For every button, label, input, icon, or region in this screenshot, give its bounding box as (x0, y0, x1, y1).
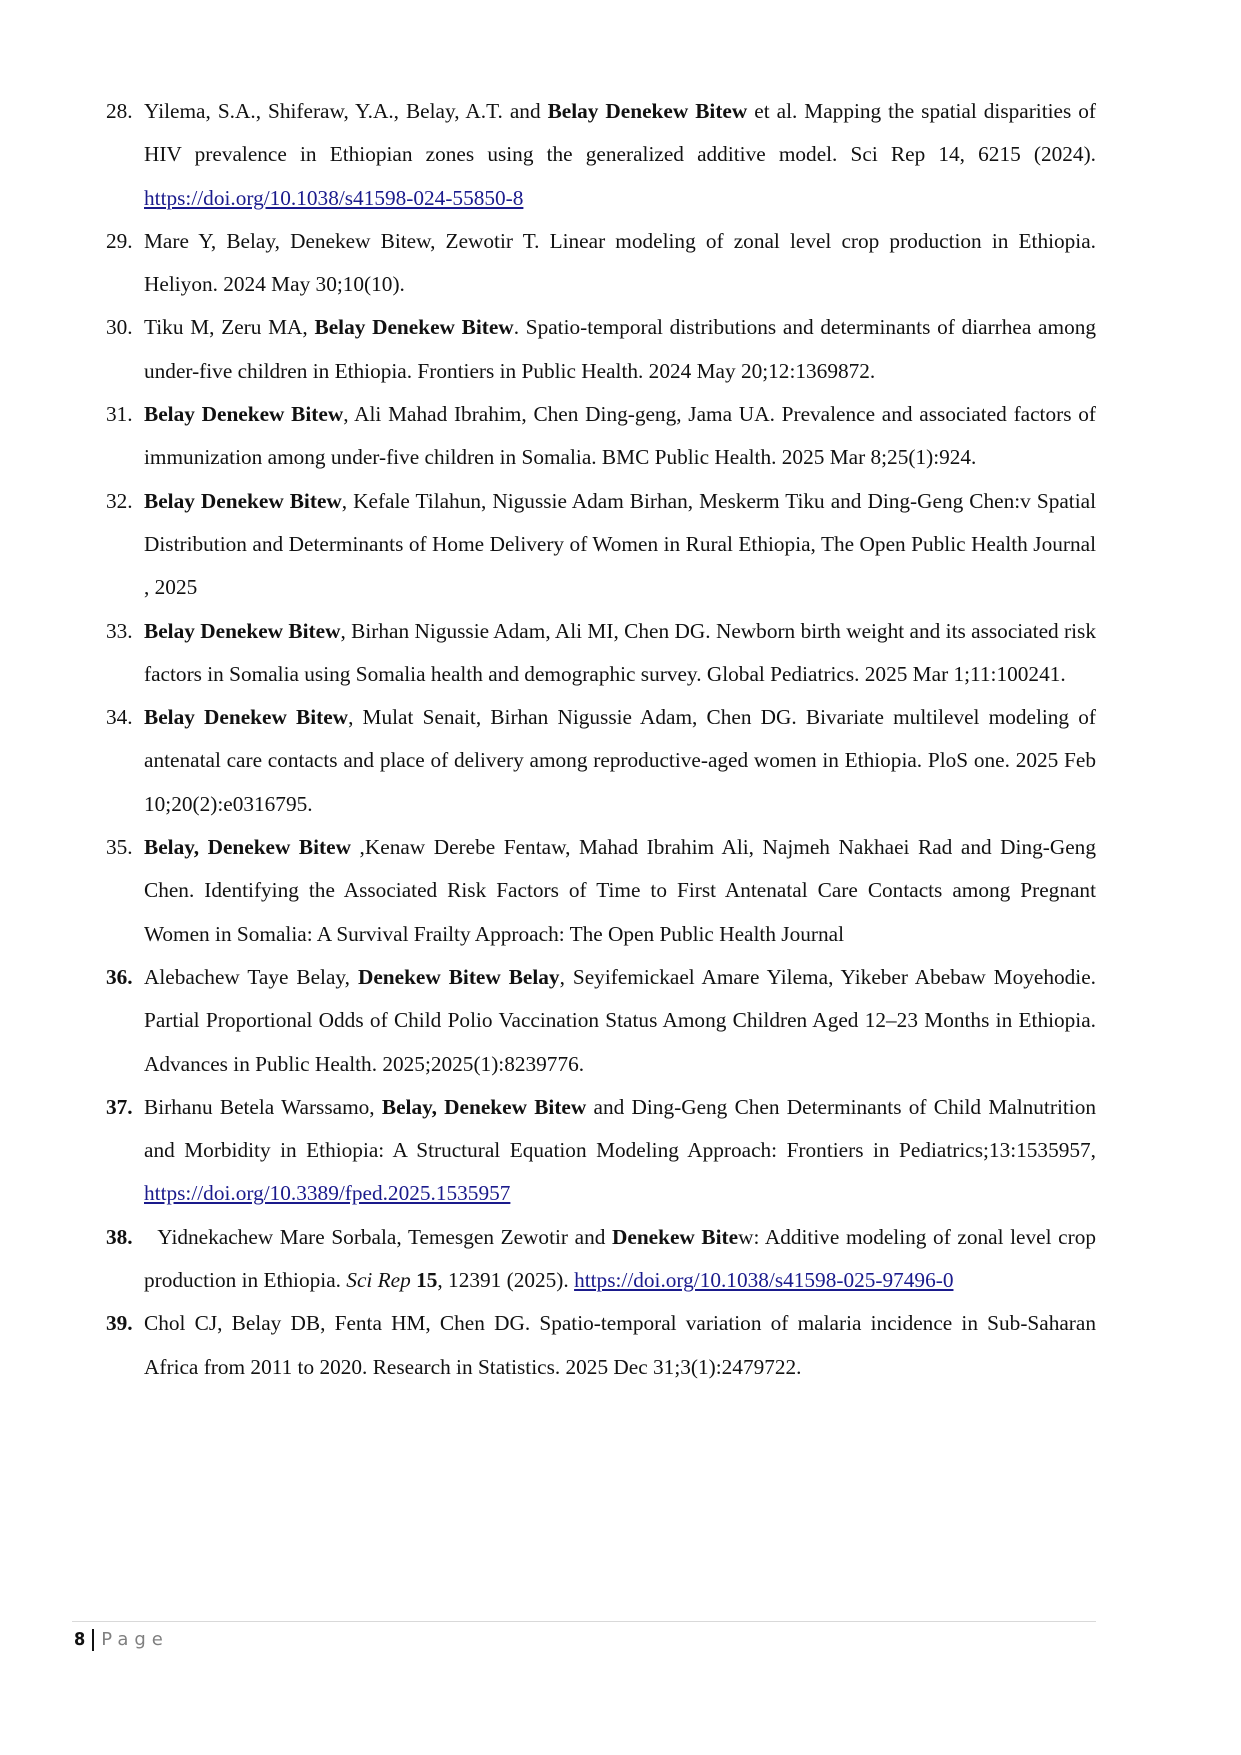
reference-number: 35. (106, 835, 133, 860)
reference-text: Chol CJ, Belay DB, Fenta HM, Chen DG. Spatio-temporal variation of malaria incidence in Sub-Saharan Africa from 2011 to 2020. Research in Statistics. 2025 Dec 31;3(1):2479722. (144, 1311, 1096, 1379)
reference-item-28 (106, 90, 1096, 220)
reference-number: 36. (106, 964, 133, 989)
reference-item-38 (106, 1216, 1096, 1303)
reference-number: 37. (106, 1094, 133, 1119)
reference-text: Mare Y, Belay, Denekew Bitew, Zewotir T. Linear modeling of zonal level crop production in Ethiopia. Heliyon. 2024 May 30;10(10). (144, 228, 1096, 297)
reference-number: 30. (106, 315, 133, 340)
reference-text: Belay Denekew Bitew, Ali Mahad Ibrahim, Chen Ding-geng, Jama UA. Prevalence and associated factors of immunization among under-five children in Somalia. BMC Public Health. 2025 Mar 8;25(1):924. (144, 402, 1096, 470)
reference-text: Belay Denekew Bitew, Birhan Nigussie Adam, Ali MI, Chen DG. Newborn birth weight and its associated risk factors in Somalia using Somalia health and demographic survey. Global Pediatrics. 2025 Mar 1;11:100241. (144, 618, 1096, 686)
footer-divider (72, 1621, 1096, 1622)
author-highlight: Belay, Denekew Bitew (144, 835, 351, 860)
footer-separator (92, 1629, 94, 1651)
reference-text: Tiku M, Zeru MA, Belay Denekew Bitew. Spatio-temporal distributions and determinants of diarrhea among under-five children in Ethiopia. Frontiers in Public Health. 2024 May 20;12:1369872. (144, 315, 1097, 383)
reference-number: 38. (106, 1224, 133, 1249)
reference-number: 28. (106, 99, 133, 123)
reference-item-37 (106, 1086, 1096, 1216)
reference-item-39 (106, 1302, 1096, 1389)
reference-number: 34. (106, 705, 133, 730)
reference-text: Yilema, S.A., Shiferaw, Y.A., Belay, A.T. and Belay Denekew Bitew et al. Mapping the spatial disparities of HIV prevalence in Ethiopian zones using the generalized additive model. Sci Rep 14, 6215 (2024). https://doi.org/10.1038/s41598-024-55850-8 (144, 99, 1097, 210)
reference-item-36 (106, 956, 1096, 1086)
reference-text: Yidnekachew Mare Sorbala, Temesgen Zewotir and Denekew Bitew: Additive modeling of zonal level crop production in Ethiopia. Sci Rep 15, 12391 (2025). https://doi.org/10.1038/s41598-025-97496-0 (144, 1224, 1096, 1293)
reference-number: 31. (106, 402, 133, 427)
author-highlight: Belay Denekew Bitew (144, 402, 344, 427)
doi-link[interactable]: https://doi.org/10.1038/s41598-025-97496-0 (574, 1268, 954, 1293)
reference-text: Alebachew Taye Belay, Denekew Bitew Belay, Seyifemickael Amare Yilema, Yikeber Abebaw Moyehodie. Partial Proportional Odds of Child Polio Vaccination Status Among Children Aged 12–23 Months in Ethiopia. Advances in Public Health. 2025;2025(1):8239776. (144, 964, 1096, 1076)
reference-text: Birhanu Betela Warssamo, Belay, Denekew Bitew and Ding-Geng Chen Determinants of Child Malnutrition and Morbidity in Ethiopia: A Structural Equation Modeling Approach: Frontiers in Pediatrics;13:1535957, https://doi.org/10.3389/fped.2025.1535957 (144, 1094, 1096, 1206)
author-highlight: Belay, Denekew Bitew (381, 1094, 587, 1119)
reference-item-35 (106, 826, 1096, 956)
reference-number: 29. (106, 228, 133, 253)
reference-item-34 (106, 696, 1096, 826)
page-footer (74, 1628, 169, 1652)
reference-number: 32. (106, 488, 133, 513)
author-highlight: Belay Denekew Bitew (144, 488, 342, 513)
journal-name: Sci (346, 1268, 373, 1293)
doi-link[interactable]: https://doi.org/10.3389/fped.2025.1535957 (144, 1181, 511, 1206)
page-number: 8 (74, 1629, 86, 1650)
reference-text: Belay Denekew Bitew, Kefale Tilahun, Nigussie Adam Birhan, Meskerm Tiku and Ding-Geng Chen:v Spatial Distribution and Determinants of Home Delivery of Women in Rural Ethiopia, The Open Public Health Journal , 2025 (144, 488, 1096, 600)
author-highlight: Belay Denekew Bitew (144, 618, 341, 643)
reference-item-29 (106, 220, 1096, 307)
journal-name: Rep (377, 1268, 411, 1293)
reference-item-31 (106, 393, 1096, 480)
reference-item-32 (106, 480, 1096, 610)
author-highlight: Denekew Bitew Belay (357, 964, 560, 989)
author-highlight: Belay Denekew Bitew (144, 705, 349, 730)
reference-item-33 (106, 610, 1096, 697)
page-label: Page (101, 1629, 169, 1650)
reference-item-30 (106, 306, 1096, 393)
reference-text: Belay Denekew Bitew, Mulat Senait, Birhan Nigussie Adam, Chen DG. Bivariate multilevel modeling of antenatal care contacts and place of delivery among reproductive-aged women in Ethiopia. PloS one. 2025 Feb 10;20(2):e0316795. (144, 705, 1096, 816)
author-highlight: Denekew Bite (612, 1224, 739, 1249)
reference-text: Belay, Denekew Bitew ,Kenaw Derebe Fentaw, Mahad Ibrahim Ali, Najmeh Nakhaei Rad and Ding-Geng Chen. Identifying the Associated Risk Factors of Time to First Antenatal Care Contacts among Pregnant Women in Somalia: A Survival Frailty Approach: The Open Public Health Journal (144, 835, 1096, 946)
author-highlight: Belay Denekew Bitew (314, 315, 514, 340)
reference-list (106, 90, 1096, 1389)
doi-link[interactable]: https://doi.org/10.1038/s41598-024-55850-8 (144, 185, 524, 210)
reference-number: 39. (106, 1311, 133, 1336)
volume-number: 15 (416, 1268, 438, 1293)
author-highlight: Belay Denekew Bitew (547, 99, 748, 123)
reference-number: 33. (106, 618, 133, 643)
